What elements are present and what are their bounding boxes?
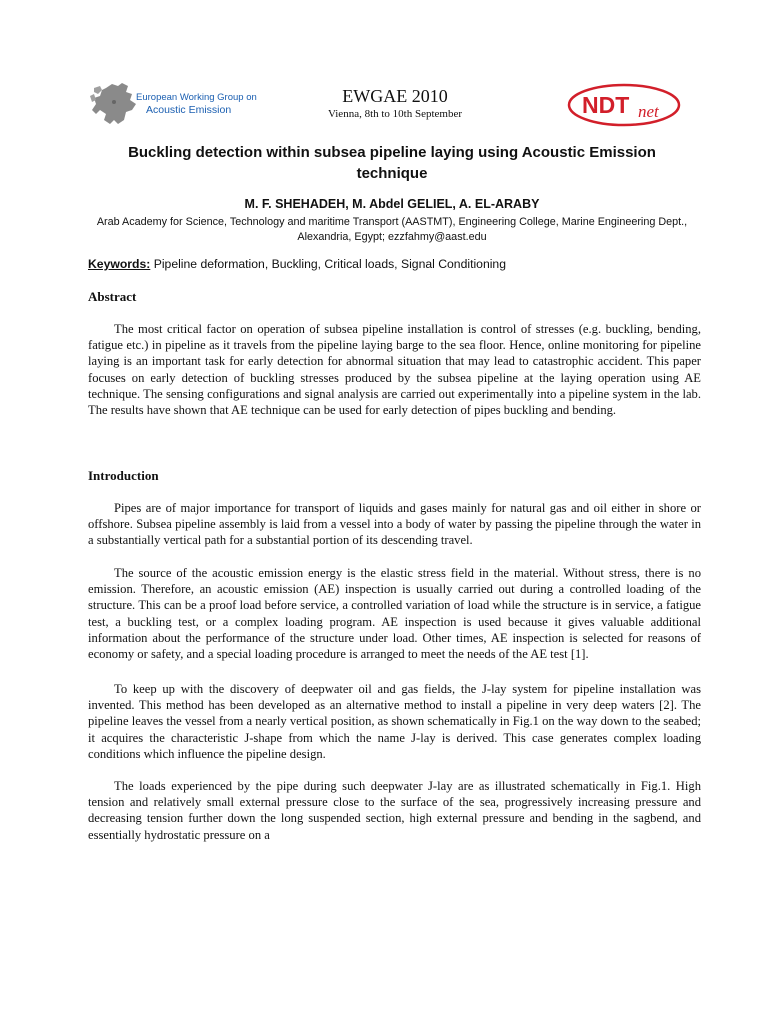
keywords-line (88, 256, 698, 272)
page-header (0, 78, 768, 136)
paper-authors: M. F. SHEHADEH, M. Abdel GELIEL, A. EL-ARABY (244, 197, 540, 211)
intro-paragraph-1: Pipes are of major importance for transport of liquids and gases mainly for natural gas and oil either in shore or offshore. Subsea pipeline assembly is laid from a vessel into a body of water by passing the pipeline through the water in a substantially vertical path for a substantial portion of its descending travel. (88, 501, 701, 548)
introduction-heading: Introduction (88, 468, 159, 483)
conference-dates: Vienna, 8th to 10th September (327, 108, 463, 120)
ndt-logo-main: NDT (582, 92, 630, 118)
ndt-net-logo (566, 82, 682, 128)
intro-paragraph-2: The source of the acoustic emission energy is the elastic stress field in the material. Without stress, there is no emission. Therefore, an acoustic emission (AE) inspection is usually carried out during a controlled loading of the structure. This can be a proof load before service, a controlled variation of load while the structure is in service, a fatigue test, a buckling test, or a complex loading program. AE inspection is used because it gives valuable additional information about the performance of the structure under load. Other times, AE inspection is selected for reasons of economy or safety, and a special loading procedure is arranged to meet the needs of the AE test [1]. (88, 566, 701, 662)
ewg-logo-line2: Acoustic Emission (146, 104, 232, 116)
ewg-logo (88, 78, 256, 130)
conference-title: EWGAE 2010 (342, 86, 448, 106)
keywords-list: Pipeline deformation, Buckling, Critical loads, Signal Conditioning (153, 257, 506, 271)
ewg-logo-line1: European Working Group on (136, 92, 257, 103)
keywords-label: Keywords: (88, 257, 151, 271)
ewg-logo-text (136, 92, 266, 116)
abstract-heading: Abstract (88, 289, 137, 304)
paper-affiliation: Arab Academy for Science, Technology and maritime Transport (AASTMT), Engineering College, Marine Engineering Dept., Alexandria, Egypt; ezzfahmy@aast.edu (96, 216, 688, 243)
ndt-logo-suffix: net (638, 102, 659, 121)
paper-title: Buckling detection within subsea pipeline laying using Acoustic Emission technique (128, 144, 656, 182)
abstract-paragraph: The most critical factor on operation of subsea pipeline installation is control of stresses (e.g. buckling, bending, fatigue etc.) in pipeline as it travels from the pipeline laying barge to the sea floor. Hence, online monitoring for pipeline laying is an important task for early detection for abnormal situation that may lead to catastrophic accident. This paper focuses on early detection of buckling stresses produced by the subsea pipeline at the laying operation using AE technique. The sensing configurations and signal analysis are carried out experimentally into a pipeline system in the lab. The results have shown that AE technique can be used for early detection of pipes buckling and bending. (88, 322, 701, 418)
intro-paragraph-3: To keep up with the discovery of deepwater oil and gas fields, the J-lay system for pipeline installation was invented. This method has been developed as an alternative method to install a pipeline in very deep waters [2]. The pipeline leaves the vessel from a nearly vertical position, as shown schematically in Fig.1 on the way down to the seabed; it acquires the characteristic J-shape from which the name J-lay is derived. This case generates complex loading conditions which influence the pipeline design. (88, 682, 701, 761)
intro-paragraph-4: The loads experienced by the pipe during such deepwater J-lay are as illustrated schematically in Fig.1. High tension and relatively small external pressure close to the surface of the sea, progressively increasing pressure and decreasing tension further down the long suspended section, high external pressure and bending in the sagbend, and essentially hydrostatic pressure on a (88, 779, 701, 842)
